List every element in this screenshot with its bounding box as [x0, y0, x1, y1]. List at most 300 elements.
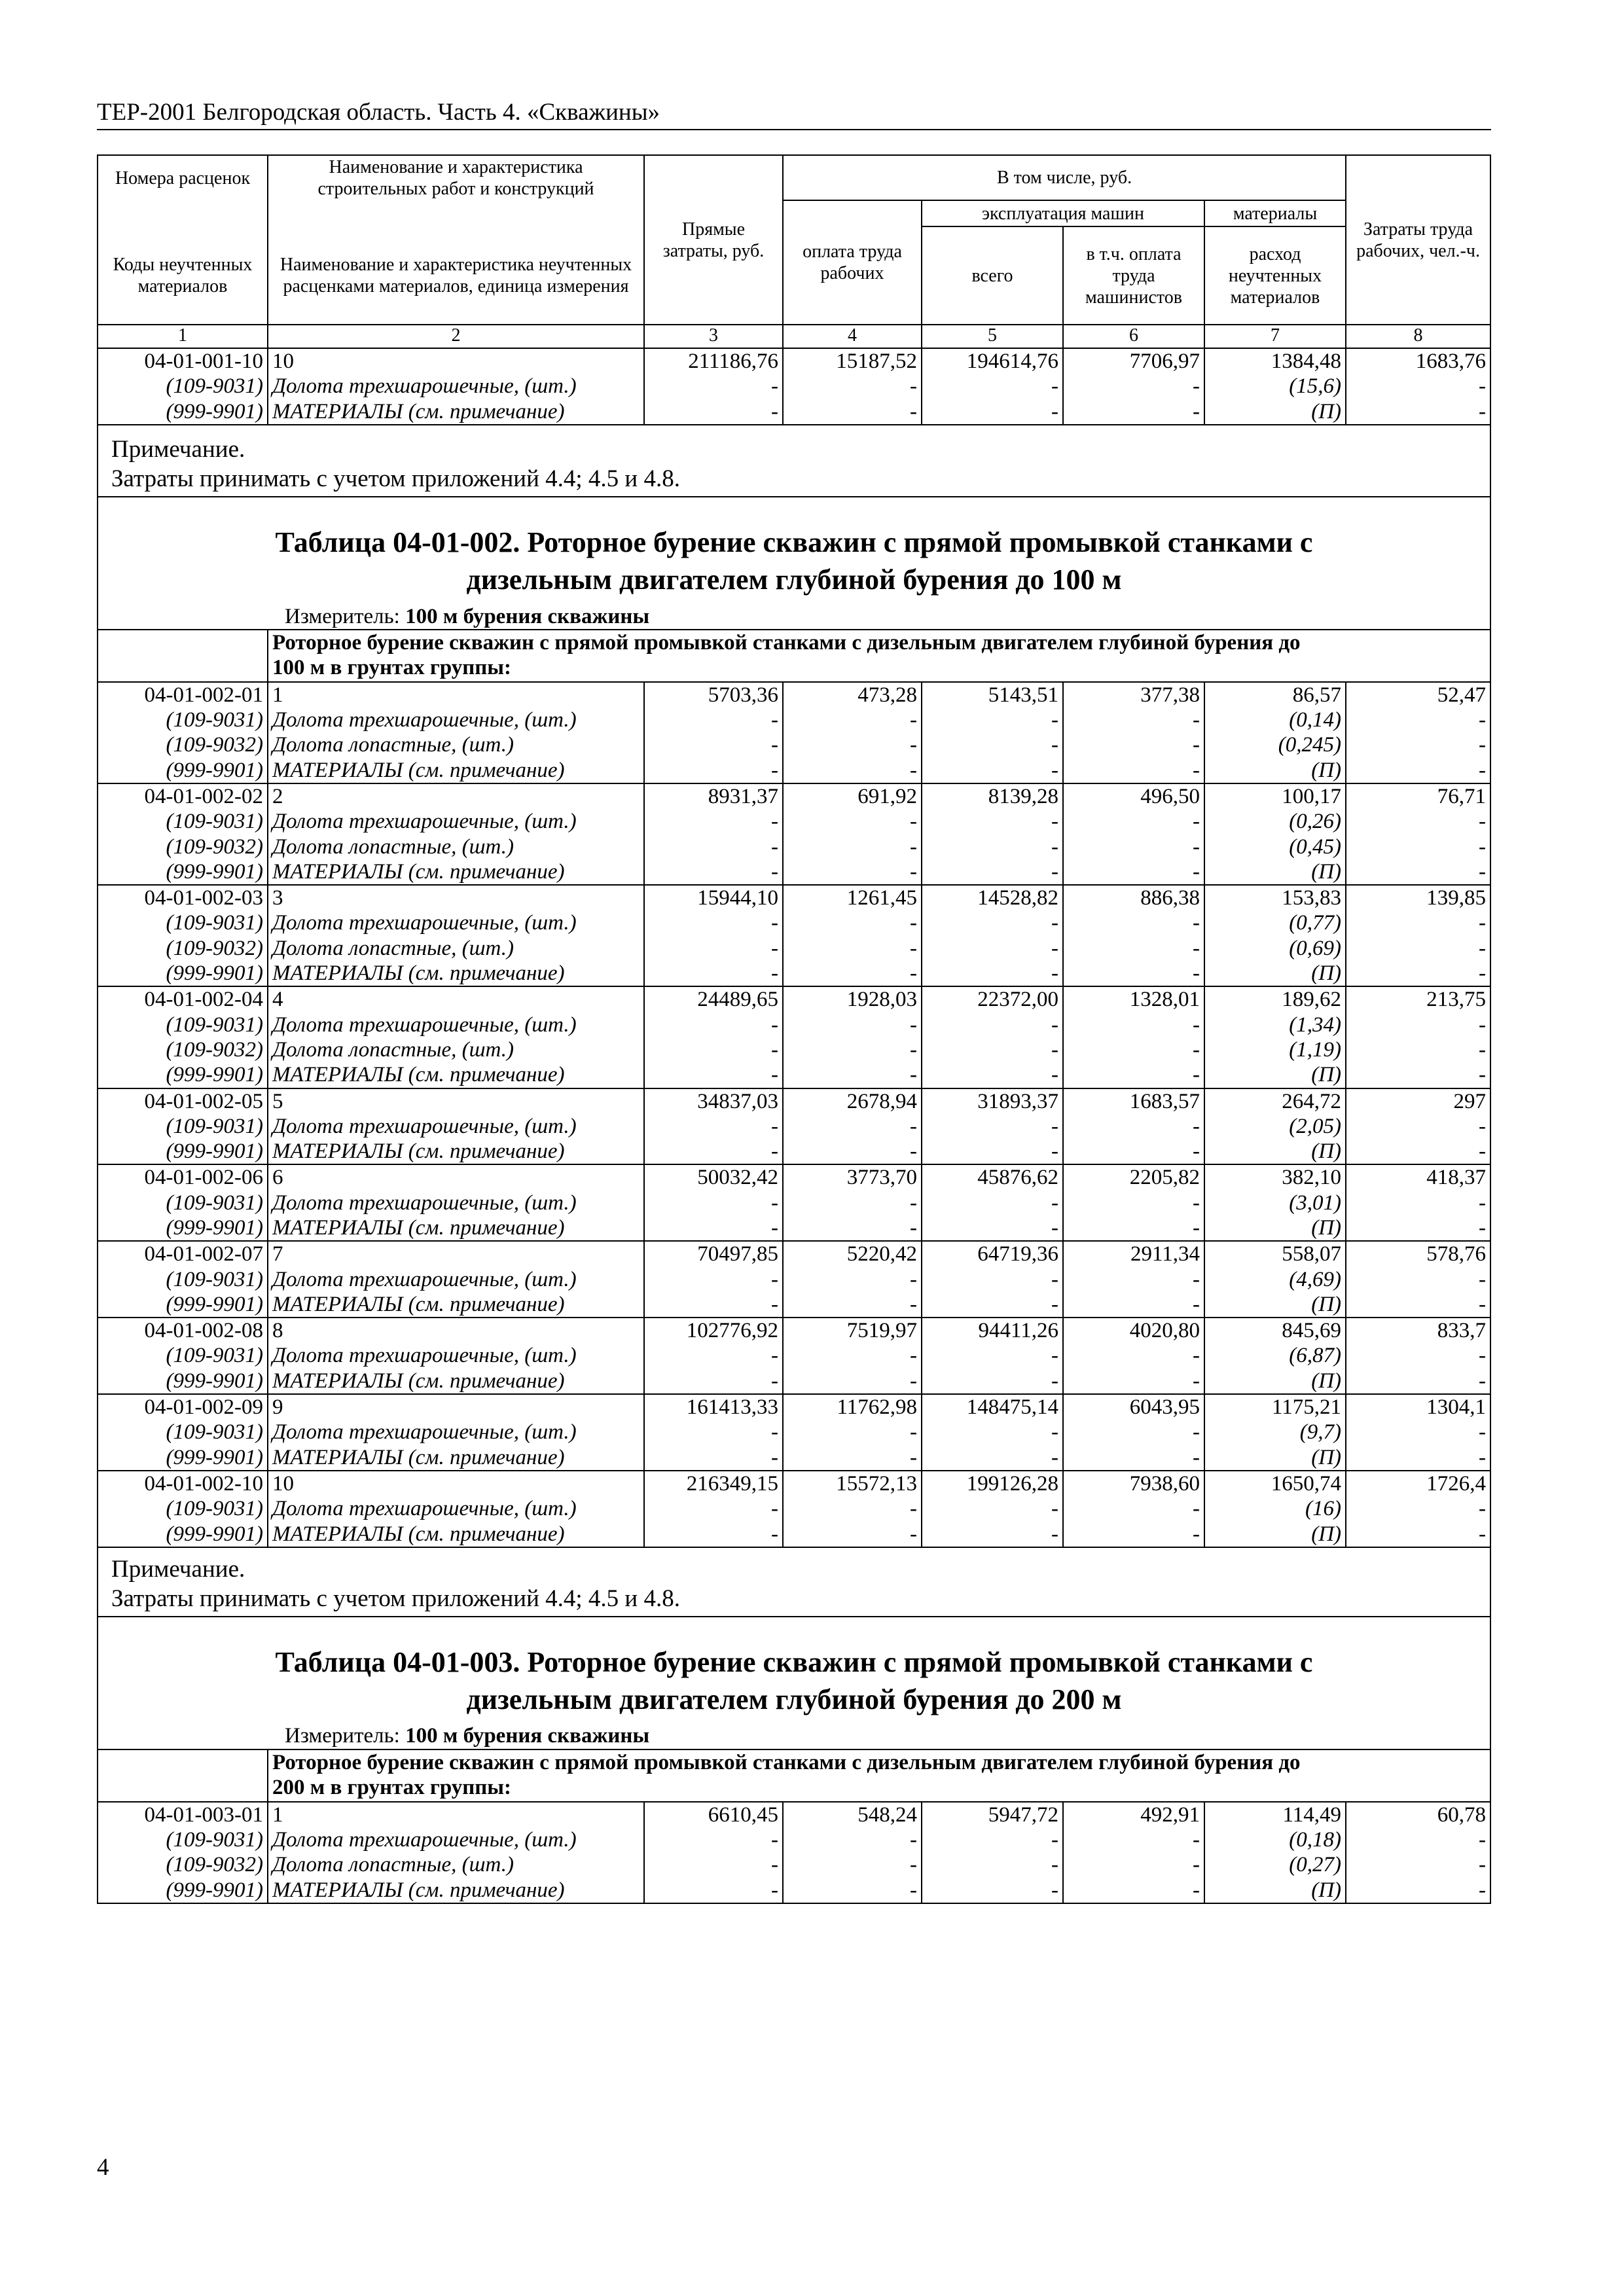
- labor-hours: -: [1346, 1343, 1490, 1368]
- direct-cost: 161413,33: [644, 1394, 783, 1420]
- rate-code: 04-01-002-09: [98, 1394, 268, 1420]
- direct-cost: -: [644, 1215, 783, 1241]
- col4-header: оплата труда рабочих: [783, 200, 922, 325]
- material-row: [98, 708, 1490, 732]
- labor-pay: -: [783, 1114, 922, 1139]
- labor-pay: -: [783, 1445, 922, 1471]
- labor-pay: -: [783, 732, 922, 757]
- materials-usage: (П): [1204, 1369, 1346, 1394]
- rate-row: [98, 1088, 1490, 1114]
- rate-code: (109-9032): [98, 732, 268, 757]
- work-name: 8: [268, 1318, 644, 1343]
- direct-cost: -: [644, 399, 783, 425]
- header-rule: [97, 129, 1491, 130]
- work-name: 10: [268, 1471, 644, 1496]
- direct-cost: -: [644, 1013, 783, 1037]
- labor-pay: -: [783, 809, 922, 834]
- machines-total: 64719,36: [922, 1241, 1063, 1266]
- rate-row: [98, 682, 1490, 708]
- direct-cost: -: [644, 1267, 783, 1292]
- labor-hours: 297: [1346, 1088, 1490, 1114]
- work-name: Долота трехшарошечные, (шт.): [268, 374, 644, 399]
- materials-usage: (0,26): [1204, 809, 1346, 834]
- machines-total: -: [922, 1013, 1063, 1037]
- labor-hours: 578,76: [1346, 1241, 1490, 1266]
- materials-usage: 114,49: [1204, 1802, 1346, 1827]
- rate-code: 04-01-002-02: [98, 783, 268, 809]
- rate-code: (109-9031): [98, 708, 268, 732]
- work-name: МАТЕРИАЛЫ (см. примечание): [268, 1292, 644, 1318]
- rate-code: (109-9032): [98, 1852, 268, 1877]
- labor-hours: 833,7: [1346, 1318, 1490, 1343]
- rate-code: 04-01-002-04: [98, 986, 268, 1012]
- direct-cost: -: [644, 732, 783, 757]
- machinist-pay: -: [1063, 809, 1204, 834]
- material-row: [98, 1292, 1490, 1318]
- rate-code: (999-9901): [98, 1062, 268, 1088]
- labor-pay: 5220,42: [783, 1241, 922, 1266]
- materials-usage: (0,245): [1204, 732, 1346, 757]
- rate-code: (109-9032): [98, 936, 268, 961]
- rates-table: [97, 154, 1491, 1904]
- machines-total: -: [922, 961, 1063, 986]
- rate-code: 04-01-002-03: [98, 885, 268, 910]
- rate-row: [98, 885, 1490, 910]
- labor-pay: 548,24: [783, 1802, 922, 1827]
- labor-hours: -: [1346, 961, 1490, 986]
- direct-cost: -: [644, 1852, 783, 1877]
- rate-code: (109-9031): [98, 1267, 268, 1292]
- machinist-pay: -: [1063, 732, 1204, 757]
- materials-usage: 382,10: [1204, 1164, 1346, 1190]
- labor-hours: -: [1346, 1496, 1490, 1521]
- col-number: 6: [1063, 325, 1204, 348]
- direct-cost: -: [644, 1139, 783, 1164]
- machinist-pay: -: [1063, 1114, 1204, 1139]
- machines-total: 94411,26: [922, 1318, 1063, 1343]
- labor-pay: -: [783, 859, 922, 885]
- material-row: [98, 1827, 1490, 1852]
- materials-usage: (П): [1204, 399, 1346, 425]
- material-row: [98, 1114, 1490, 1139]
- rate-row: [98, 1241, 1490, 1266]
- rate-code: (999-9901): [98, 1215, 268, 1241]
- work-name: 7: [268, 1241, 644, 1266]
- machinist-pay: -: [1063, 1878, 1204, 1903]
- machines-total: -: [922, 1852, 1063, 1877]
- machinist-pay: -: [1063, 1292, 1204, 1318]
- col8-header: Затраты труда рабочих, чел.-ч.: [1346, 155, 1490, 325]
- labor-pay: 691,92: [783, 783, 922, 809]
- table-title-line1: Таблица 04-01-002. Роторное бурение скважин с прямой промывкой станками с: [275, 526, 1313, 559]
- col-number: 2: [268, 325, 644, 348]
- direct-cost: -: [644, 1369, 783, 1394]
- labor-hours: -: [1346, 708, 1490, 732]
- measure-label: Измеритель:: [285, 604, 400, 628]
- labor-pay: 1261,45: [783, 885, 922, 910]
- block-04-01-002: [98, 682, 1490, 1547]
- labor-hours: 418,37: [1346, 1164, 1490, 1190]
- work-name: МАТЕРИАЛЫ (см. примечание): [268, 1445, 644, 1471]
- work-name: Долота лопастные, (шт.): [268, 936, 644, 961]
- machinist-pay: -: [1063, 834, 1204, 859]
- labor-pay: 1928,03: [783, 986, 922, 1012]
- labor-pay: -: [783, 758, 922, 783]
- col-number: 8: [1346, 325, 1490, 348]
- work-name: Долота лопастные, (шт.): [268, 1037, 644, 1062]
- work-name: 2: [268, 783, 644, 809]
- rate-code: 04-01-002-10: [98, 1471, 268, 1496]
- materials-usage: (П): [1204, 1878, 1346, 1903]
- work-name: Долота трехшарошечные, (шт.): [268, 1827, 644, 1852]
- materials-usage: (15,6): [1204, 374, 1346, 399]
- labor-hours: -: [1346, 859, 1490, 885]
- labor-hours: -: [1346, 834, 1490, 859]
- direct-cost: -: [644, 708, 783, 732]
- breakdown-header: В том числе, руб.: [783, 155, 1346, 200]
- labor-hours: -: [1346, 1522, 1490, 1547]
- machinist-pay: -: [1063, 708, 1204, 732]
- labor-pay: -: [783, 1496, 922, 1521]
- direct-cost: -: [644, 1037, 783, 1062]
- labor-hours: 76,71: [1346, 783, 1490, 809]
- rate-code: (109-9032): [98, 1037, 268, 1062]
- rate-code: (999-9901): [98, 1522, 268, 1547]
- materials-usage: (П): [1204, 1062, 1346, 1088]
- labor-pay: -: [783, 1852, 922, 1877]
- work-name: МАТЕРИАЛЫ (см. примечание): [268, 1369, 644, 1394]
- materials-usage: 1175,21: [1204, 1394, 1346, 1420]
- machinist-pay: 377,38: [1063, 682, 1204, 708]
- machinist-pay: -: [1063, 1215, 1204, 1241]
- labor-hours: -: [1346, 1852, 1490, 1877]
- work-name: Долота лопастные, (шт.): [268, 834, 644, 859]
- labor-hours: -: [1346, 1062, 1490, 1088]
- materials-usage: (6,87): [1204, 1343, 1346, 1368]
- direct-cost: -: [644, 1445, 783, 1471]
- labor-pay: -: [783, 1420, 922, 1444]
- work-name: Долота лопастные, (шт.): [268, 732, 644, 757]
- rate-code: (109-9031): [98, 1114, 268, 1139]
- material-row: [98, 834, 1490, 859]
- materials-usage: 86,57: [1204, 682, 1346, 708]
- material-row: [98, 1852, 1490, 1877]
- col1-header-bottom: Коды неучтенных материалов: [98, 226, 268, 325]
- direct-cost: 8931,37: [644, 783, 783, 809]
- work-name: 5: [268, 1088, 644, 1114]
- machines-total: -: [922, 910, 1063, 935]
- material-row: [98, 1343, 1490, 1368]
- materials-header: материалы: [1204, 200, 1346, 226]
- col5-header: всего: [922, 226, 1063, 325]
- rate-code: (999-9901): [98, 961, 268, 986]
- work-name: Долота лопастные, (шт.): [268, 1852, 644, 1877]
- labor-hours: -: [1346, 1191, 1490, 1215]
- machinist-pay: -: [1063, 1369, 1204, 1394]
- col2-header-bottom: Наименование и характеристика неучтенных расценками материалов, единица измерения: [268, 226, 644, 325]
- materials-usage: 1650,74: [1204, 1471, 1346, 1496]
- material-row: [98, 809, 1490, 834]
- material-row: [98, 1369, 1490, 1394]
- materials-usage: (0,27): [1204, 1852, 1346, 1877]
- work-name: Долота трехшарошечные, (шт.): [268, 1114, 644, 1139]
- labor-hours: 52,47: [1346, 682, 1490, 708]
- direct-cost: -: [644, 1496, 783, 1521]
- labor-hours: -: [1346, 1139, 1490, 1164]
- labor-pay: -: [783, 1369, 922, 1394]
- machinist-pay: 886,38: [1063, 885, 1204, 910]
- direct-cost: 5703,36: [644, 682, 783, 708]
- rate-code: (109-9031): [98, 910, 268, 935]
- machines-total: -: [922, 936, 1063, 961]
- col3-header: Прямые затраты, руб.: [644, 155, 783, 325]
- material-row: [98, 758, 1490, 783]
- material-row: [98, 910, 1490, 935]
- work-name: 1: [268, 682, 644, 708]
- materials-usage: (2,05): [1204, 1114, 1346, 1139]
- material-row: [98, 1522, 1490, 1547]
- machinist-pay: -: [1063, 1267, 1204, 1292]
- material-row: [98, 1420, 1490, 1444]
- work-name: 6: [268, 1164, 644, 1190]
- col-number: 4: [783, 325, 922, 348]
- labor-pay: -: [783, 1522, 922, 1547]
- machinist-pay: -: [1063, 1445, 1204, 1471]
- direct-cost: -: [644, 910, 783, 935]
- direct-cost: 211186,76: [644, 348, 783, 374]
- direct-cost: 102776,92: [644, 1318, 783, 1343]
- machinist-pay: -: [1063, 1852, 1204, 1877]
- labor-pay: -: [783, 961, 922, 986]
- machines-total: -: [922, 859, 1063, 885]
- labor-pay: -: [783, 936, 922, 961]
- machinist-pay: -: [1063, 374, 1204, 399]
- material-row: [98, 732, 1490, 757]
- machinist-pay: 2205,82: [1063, 1164, 1204, 1190]
- table-title-line1: Таблица 04-01-003. Роторное бурение скважин с прямой промывкой станками с: [275, 1646, 1313, 1679]
- direct-cost: -: [644, 1420, 783, 1444]
- direct-cost: -: [644, 961, 783, 986]
- materials-usage: (П): [1204, 1522, 1346, 1547]
- note-block-1: [98, 425, 1490, 497]
- machinist-pay: -: [1063, 961, 1204, 986]
- note-label: Примечание.: [111, 1555, 245, 1583]
- machines-total: 148475,14: [922, 1394, 1063, 1420]
- work-name: 9: [268, 1394, 644, 1420]
- work-name: Долота трехшарошечные, (шт.): [268, 708, 644, 732]
- rate-row: [98, 1802, 1490, 1827]
- machinist-pay: -: [1063, 1037, 1204, 1062]
- material-row: [98, 374, 1490, 399]
- machines-total: 199126,28: [922, 1471, 1063, 1496]
- material-row: [98, 1139, 1490, 1164]
- direct-cost: -: [644, 809, 783, 834]
- labor-pay: -: [783, 1013, 922, 1037]
- direct-cost: -: [644, 1191, 783, 1215]
- machinist-pay: 496,50: [1063, 783, 1204, 809]
- machinist-pay: 492,91: [1063, 1802, 1204, 1827]
- work-name: МАТЕРИАЛЫ (см. примечание): [268, 1062, 644, 1088]
- direct-cost: 34837,03: [644, 1088, 783, 1114]
- col-number: 7: [1204, 325, 1346, 348]
- rate-code: (999-9901): [98, 399, 268, 425]
- work-name: Долота трехшарошечные, (шт.): [268, 1267, 644, 1292]
- col1-header-top: Номера расценок: [98, 155, 268, 200]
- labor-hours: -: [1346, 1369, 1490, 1394]
- rate-code: (999-9901): [98, 1445, 268, 1471]
- machinist-pay: 7938,60: [1063, 1471, 1204, 1496]
- machinist-pay: -: [1063, 399, 1204, 425]
- direct-cost: 50032,42: [644, 1164, 783, 1190]
- rate-code: (109-9031): [98, 1013, 268, 1037]
- machinist-pay: -: [1063, 1522, 1204, 1547]
- materials-usage: (П): [1204, 758, 1346, 783]
- direct-cost: -: [644, 1343, 783, 1368]
- col-number: 5: [922, 325, 1063, 348]
- materials-usage: (1,19): [1204, 1037, 1346, 1062]
- note-block-2: [98, 1547, 1490, 1617]
- machines-total: -: [922, 1114, 1063, 1139]
- col-number: 3: [644, 325, 783, 348]
- work-name: Долота трехшарошечные, (шт.): [268, 1013, 644, 1037]
- labor-pay: 11762,98: [783, 1394, 922, 1420]
- machinist-pay: -: [1063, 1420, 1204, 1444]
- work-name: 1: [268, 1802, 644, 1827]
- materials-usage: 558,07: [1204, 1241, 1346, 1266]
- machines-total: -: [922, 708, 1063, 732]
- materials-usage: (П): [1204, 1215, 1346, 1241]
- machines-total: -: [922, 1062, 1063, 1088]
- machinist-pay: -: [1063, 1062, 1204, 1088]
- machines-total: -: [922, 1215, 1063, 1241]
- note-text: Затраты принимать с учетом приложений 4.4; 4.5 и 4.8.: [111, 1585, 680, 1612]
- work-name: Долота трехшарошечные, (шт.): [268, 910, 644, 935]
- material-row: [98, 1267, 1490, 1292]
- direct-cost: 15944,10: [644, 885, 783, 910]
- materials-usage: (0,14): [1204, 708, 1346, 732]
- labor-hours: -: [1346, 1267, 1490, 1292]
- labor-hours: -: [1346, 1013, 1490, 1037]
- labor-pay: 3773,70: [783, 1164, 922, 1190]
- section-heading-line2: 100 м в грунтах группы:: [272, 655, 512, 679]
- work-name: Долота трехшарошечные, (шт.): [268, 1191, 644, 1215]
- labor-pay: -: [783, 1267, 922, 1292]
- direct-cost: 70497,85: [644, 1241, 783, 1266]
- machines-total: 45876,62: [922, 1164, 1063, 1190]
- block-04-01-003: [98, 1802, 1490, 1903]
- machines-total: -: [922, 1496, 1063, 1521]
- labor-pay: -: [783, 1292, 922, 1318]
- machines-total: -: [922, 1878, 1063, 1903]
- machines-total: -: [922, 1369, 1063, 1394]
- rate-row: [98, 783, 1490, 809]
- labor-hours: -: [1346, 809, 1490, 834]
- page-number: 4: [97, 2154, 109, 2181]
- machines-total: 8139,28: [922, 783, 1063, 809]
- rate-code: (999-9901): [98, 1878, 268, 1903]
- materials-usage: (П): [1204, 961, 1346, 986]
- materials-usage: (П): [1204, 859, 1346, 885]
- work-name: Долота трехшарошечные, (шт.): [268, 1420, 644, 1444]
- labor-pay: 7519,97: [783, 1318, 922, 1343]
- work-name: 10: [268, 348, 644, 374]
- col2-header-top: Наименование и характеристика строительных работ и конструкций: [268, 155, 644, 200]
- note-label: Примечание.: [111, 435, 245, 463]
- direct-cost: -: [644, 936, 783, 961]
- machines-total: -: [922, 1420, 1063, 1444]
- col7-header: расход неучтенных материалов: [1204, 226, 1346, 325]
- material-row: [98, 1878, 1490, 1903]
- work-name: Долота трехшарошечные, (шт.): [268, 809, 644, 834]
- labor-pay: 15572,13: [783, 1471, 922, 1496]
- labor-hours: -: [1346, 1037, 1490, 1062]
- labor-pay: -: [783, 1139, 922, 1164]
- labor-pay: -: [783, 910, 922, 935]
- labor-pay: -: [783, 1343, 922, 1368]
- work-name: МАТЕРИАЛЫ (см. примечание): [268, 859, 644, 885]
- direct-cost: 216349,15: [644, 1471, 783, 1496]
- rate-code: (999-9901): [98, 859, 268, 885]
- labor-hours: -: [1346, 1878, 1490, 1903]
- materials-usage: (4,69): [1204, 1267, 1346, 1292]
- labor-pay: -: [783, 1827, 922, 1852]
- materials-usage: (9,7): [1204, 1420, 1346, 1444]
- labor-hours: 213,75: [1346, 986, 1490, 1012]
- rate-code: (999-9901): [98, 1369, 268, 1394]
- direct-cost: -: [644, 1292, 783, 1318]
- labor-pay: -: [783, 1037, 922, 1062]
- labor-hours: -: [1346, 1420, 1490, 1444]
- materials-usage: 1384,48: [1204, 348, 1346, 374]
- table-04-01-002-heading: [98, 497, 1490, 682]
- machinist-pay: -: [1063, 936, 1204, 961]
- machinist-pay: -: [1063, 859, 1204, 885]
- direct-cost: -: [644, 1878, 783, 1903]
- direct-cost: -: [644, 374, 783, 399]
- machines-total: -: [922, 1191, 1063, 1215]
- labor-pay: -: [783, 374, 922, 399]
- direct-cost: 6610,45: [644, 1802, 783, 1827]
- section-heading-line2: 200 м в грунтах группы:: [272, 1775, 512, 1799]
- col-number: 1: [98, 325, 268, 348]
- material-row: [98, 399, 1490, 425]
- machinist-pay: -: [1063, 1013, 1204, 1037]
- rate-code: (999-9901): [98, 1292, 268, 1318]
- material-row: [98, 961, 1490, 986]
- rate-code: (109-9031): [98, 1343, 268, 1368]
- material-row: [98, 1191, 1490, 1215]
- table-title-line2: дизельным двигателем глубиной бурения до 100 м: [466, 564, 1122, 596]
- machines-total: -: [922, 834, 1063, 859]
- labor-hours: -: [1346, 732, 1490, 757]
- labor-hours: -: [1346, 936, 1490, 961]
- rate-row: [98, 1471, 1490, 1496]
- labor-pay: 2678,94: [783, 1088, 922, 1114]
- materials-usage: 100,17: [1204, 783, 1346, 809]
- direct-cost: -: [644, 1522, 783, 1547]
- machines-total: -: [922, 1267, 1063, 1292]
- labor-pay: -: [783, 834, 922, 859]
- material-row: [98, 859, 1490, 885]
- machines-total: 14528,82: [922, 885, 1063, 910]
- rate-code: 04-01-001-10: [98, 348, 268, 374]
- materials-usage: (0,69): [1204, 936, 1346, 961]
- rate-code: 04-01-002-05: [98, 1088, 268, 1114]
- machinist-pay: -: [1063, 1191, 1204, 1215]
- direct-cost: -: [644, 1062, 783, 1088]
- materials-usage: (П): [1204, 1445, 1346, 1471]
- machines-total: -: [922, 374, 1063, 399]
